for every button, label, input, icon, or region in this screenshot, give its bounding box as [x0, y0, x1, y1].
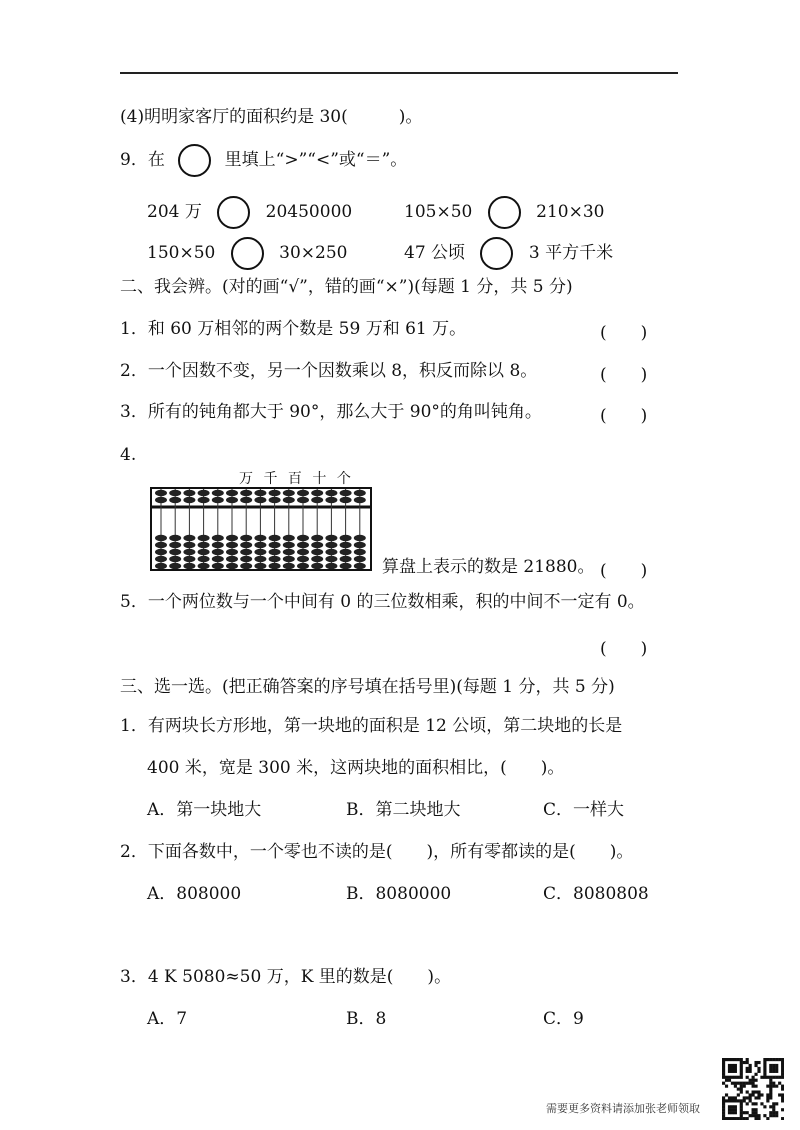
abacus-bead — [212, 490, 224, 496]
abacus-bead — [325, 549, 337, 555]
abacus-bead — [183, 497, 195, 503]
s3-q2-option-a[interactable]: A．808000 — [147, 884, 242, 904]
q9-item-4 — [404, 237, 613, 270]
abacus-bead — [325, 490, 337, 496]
abacus-bead — [311, 490, 323, 496]
abacus-bead — [212, 549, 224, 555]
abacus-bead — [311, 535, 323, 541]
abacus-bead — [325, 535, 337, 541]
abacus-bead — [198, 535, 210, 541]
q9-item-4-left: 47 公顷 — [404, 243, 466, 263]
abacus-bead — [283, 556, 295, 562]
q9-item-2-left: 105×50 — [404, 202, 473, 222]
abacus-bead — [311, 563, 323, 569]
abacus-bead — [297, 549, 309, 555]
s3-q3-option-c[interactable]: C．9 — [543, 1009, 584, 1029]
abacus-bead — [354, 497, 366, 503]
abacus-bead — [226, 556, 238, 562]
abacus-bead — [212, 535, 224, 541]
abacus-bead — [155, 556, 167, 562]
s3-q2-option-b[interactable]: B．8080000 — [346, 884, 452, 904]
s2-item-3 — [120, 401, 542, 423]
s2-item-2 — [120, 360, 537, 382]
abacus-bead — [155, 490, 167, 496]
section2-heading: 二、我会辨。(对的画“√”，错的画“×”)(每题 1 分，共 5 分) — [120, 277, 573, 297]
q9-prompt — [120, 144, 407, 177]
abacus-bead — [311, 549, 323, 555]
abacus-bead — [212, 563, 224, 569]
q9-item-1-right: 20450000 — [265, 202, 353, 222]
section3-heading: 三、选一选。(把正确答案的序号填在括号里)(每题 1 分，共 5 分) — [120, 677, 615, 697]
s3-q1-line2: 400 米，宽是 300 米，这两块地的面积相比，( )。 — [147, 758, 565, 778]
abacus-bead — [212, 497, 224, 503]
s3-q3-option-b[interactable]: B．8 — [346, 1009, 387, 1029]
s3-q2-text: 下面各数中，一个零也不读的是( )，所有零都读的是( )。 — [147, 842, 634, 862]
abacus-bead — [169, 490, 181, 496]
abacus-bead — [226, 549, 238, 555]
abacus-bead — [240, 563, 252, 569]
abacus-label-ge: 个 — [336, 471, 354, 487]
s2-item-1-num: 1． — [120, 319, 148, 339]
s3-q3-text: 4 K 5080≈50 万，K 里的数是( )。 — [147, 967, 452, 987]
q8-item4: (4)明明家客厅的面积约是 30( )。 — [120, 107, 423, 127]
abacus-bead — [198, 549, 210, 555]
q9-item-3-right: 30×250 — [279, 243, 348, 263]
qr-code-icon — [722, 1058, 784, 1120]
s3-q2 — [120, 841, 633, 863]
q9-item-1 — [147, 196, 352, 229]
compare-circle-icon — [488, 196, 521, 229]
q9-item-4-right: 3 平方千米 — [528, 243, 614, 263]
abacus-bead — [325, 563, 337, 569]
abacus-bead — [212, 556, 224, 562]
abacus-bead — [155, 563, 167, 569]
abacus-bead — [155, 497, 167, 503]
abacus-bead — [226, 497, 238, 503]
abacus-bead — [340, 549, 352, 555]
abacus-bead — [354, 535, 366, 541]
abacus-bead — [283, 563, 295, 569]
abacus-bead — [297, 556, 309, 562]
s2-item-5-text: 一个两位数与一个中间有 0 的三位数相乘，积的中间不一定有 0。 — [147, 592, 645, 612]
abacus-bead — [340, 535, 352, 541]
abacus-bead — [269, 556, 281, 562]
s3-q3-option-a[interactable]: A．7 — [147, 1009, 188, 1029]
abacus-bead — [311, 556, 323, 562]
abacus-bead — [240, 556, 252, 562]
s3-q1-text1: 有两块长方形地，第一块地的面积是 12 公顷，第二块地的长是 — [147, 716, 623, 736]
s3-q2-num: 2． — [120, 842, 148, 862]
abacus-bead — [340, 497, 352, 503]
q9-item-3 — [147, 237, 347, 270]
s3-q2-option-c[interactable]: C．8080808 — [543, 884, 649, 904]
abacus-bead — [240, 490, 252, 496]
q9-prompt-before: 在 — [147, 150, 165, 170]
abacus-bead — [169, 563, 181, 569]
abacus-bead — [240, 549, 252, 555]
s3-q3-num: 3． — [120, 967, 148, 987]
abacus-label-wan: 万 — [239, 471, 256, 487]
s2-item-4-num: 4. — [120, 445, 137, 465]
abacus-bead — [283, 497, 295, 503]
s2-item-2-text: 一个因数不变，另一个因数乘以 8，积反而除以 8。 — [147, 361, 538, 381]
abacus-bead — [198, 490, 210, 496]
header-rule — [120, 72, 678, 74]
abacus-bead — [269, 497, 281, 503]
abacus-bead — [283, 490, 295, 496]
q9-item-1-left: 204 万 — [147, 202, 202, 222]
abacus-bead — [297, 535, 309, 541]
abacus-place-labels — [239, 468, 354, 488]
abacus-bead — [155, 542, 167, 548]
abacus-bead — [155, 535, 167, 541]
abacus-bead — [240, 542, 252, 548]
abacus-bead — [283, 549, 295, 555]
abacus-bead — [283, 542, 295, 548]
abacus-bead — [198, 556, 210, 562]
q9-item-2 — [404, 196, 604, 229]
s3-q1-line1 — [120, 715, 622, 737]
abacus-label-qian: 千 — [263, 471, 281, 487]
s2-item-2-num: 2． — [120, 361, 148, 381]
abacus-bead — [269, 542, 281, 548]
q9-item-2-right: 210×30 — [536, 202, 605, 222]
abacus-bead — [169, 535, 181, 541]
abacus-bead — [269, 535, 281, 541]
abacus-bead — [311, 542, 323, 548]
abacus-bead — [325, 497, 337, 503]
compare-circle-icon — [480, 237, 513, 270]
abacus-bead — [226, 542, 238, 548]
s2-item-3-answer-blank[interactable]: ( ) — [600, 406, 648, 426]
abacus-bead — [226, 535, 238, 541]
s2-item-3-num: 3． — [120, 402, 148, 422]
abacus-bead — [297, 497, 309, 503]
abacus-bead — [354, 563, 366, 569]
abacus-bead — [254, 542, 266, 548]
abacus-figure — [150, 487, 372, 571]
abacus-bead — [297, 563, 309, 569]
abacus-bead — [183, 556, 195, 562]
abacus-bead — [198, 497, 210, 503]
abacus-bead — [183, 490, 195, 496]
abacus-bead — [254, 563, 266, 569]
abacus-bead — [325, 542, 337, 548]
abacus-bead — [340, 542, 352, 548]
s2-item-4-answer-blank[interactable]: ( ) — [600, 561, 648, 581]
s3-q1-option-b[interactable]: B．第二块地大 — [346, 800, 461, 820]
abacus-bead — [254, 549, 266, 555]
abacus-bead — [354, 549, 366, 555]
abacus-bead — [183, 549, 195, 555]
abacus-bead — [254, 497, 266, 503]
abacus-bead — [325, 556, 337, 562]
s2-item-1-answer-blank[interactable]: ( ) — [600, 323, 648, 343]
compare-circle-icon — [231, 237, 264, 270]
abacus-bead — [169, 542, 181, 548]
s3-q1-option-a[interactable]: A．第一块地大 — [147, 800, 262, 820]
abacus-label-shi: 十 — [312, 471, 330, 487]
abacus-bead — [240, 497, 252, 503]
abacus-label-bai: 百 — [287, 471, 305, 487]
abacus-bead — [183, 542, 195, 548]
abacus-bead — [311, 497, 323, 503]
abacus-bead — [254, 535, 266, 541]
abacus-bead — [340, 563, 352, 569]
qr-caption: 需要更多资料请添加张老师领取 — [546, 1102, 700, 1115]
abacus-bead — [269, 549, 281, 555]
abacus-bead — [183, 563, 195, 569]
abacus-bead — [283, 535, 295, 541]
compare-circle-icon — [217, 196, 250, 229]
abacus-bead — [354, 556, 366, 562]
s2-item-1 — [120, 318, 466, 340]
q9-prompt-after: 里填上“>”“<”或“＝”。 — [224, 150, 408, 170]
abacus-bead — [254, 490, 266, 496]
abacus-bead — [169, 497, 181, 503]
s3-q1-num: 1． — [120, 716, 148, 736]
s2-item-2-answer-blank[interactable]: ( ) — [600, 365, 648, 385]
abacus-bead — [354, 490, 366, 496]
compare-circle-icon — [178, 144, 211, 177]
abacus-bead — [169, 556, 181, 562]
q9-number: 9． — [120, 150, 148, 170]
abacus-bead — [269, 563, 281, 569]
q9-item-3-left: 150×50 — [147, 243, 216, 263]
s2-item-5 — [120, 591, 645, 613]
abacus-bead — [212, 542, 224, 548]
s2-item-5-answer-blank[interactable]: ( ) — [600, 639, 648, 659]
abacus-bead — [169, 549, 181, 555]
abacus-bead — [269, 490, 281, 496]
abacus-bead — [340, 490, 352, 496]
s2-item-3-text: 所有的钝角都大于 90°，那么大于 90°的角叫钝角。 — [147, 402, 542, 422]
abacus-bead — [340, 556, 352, 562]
s3-q1-option-c[interactable]: C．一样大 — [543, 800, 625, 820]
abacus-bead — [198, 542, 210, 548]
s2-item-5-num: 5． — [120, 592, 148, 612]
abacus-bead — [240, 535, 252, 541]
s2-item-1-text: 和 60 万相邻的两个数是 59 万和 61 万。 — [147, 319, 467, 339]
abacus-bead — [183, 535, 195, 541]
abacus-bead — [198, 563, 210, 569]
abacus-bead — [354, 542, 366, 548]
s3-q3 — [120, 966, 451, 988]
abacus-bead — [155, 549, 167, 555]
abacus-bead — [297, 542, 309, 548]
abacus-bead — [254, 556, 266, 562]
abacus-bead — [226, 563, 238, 569]
s2-item-4-text: 算盘上表示的数是 21880。 — [382, 557, 595, 577]
abacus-bead — [226, 490, 238, 496]
abacus-bead — [297, 490, 309, 496]
